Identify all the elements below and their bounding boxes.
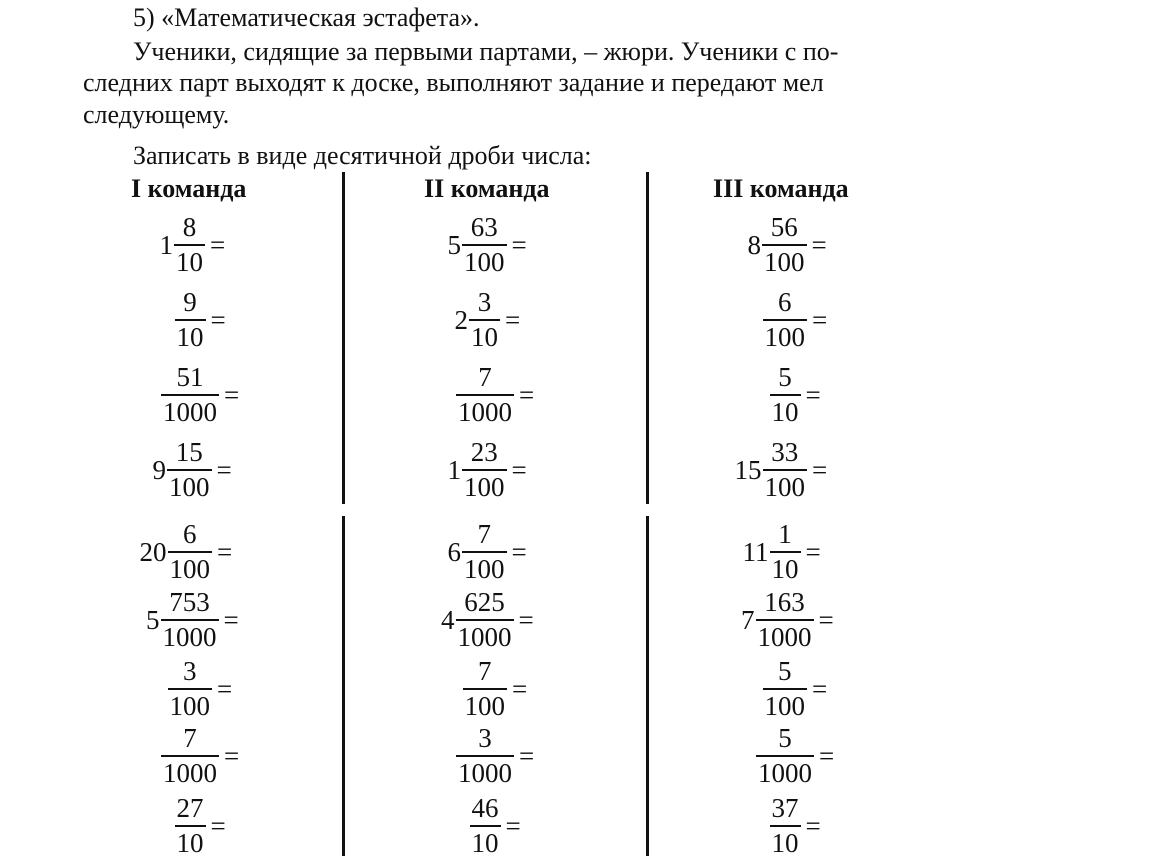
whole-part: 2 — [454, 304, 468, 335]
mixed-number-exercise — [755, 721, 834, 791]
equals-sign: = — [805, 536, 821, 567]
mixed-number-exercise — [174, 791, 226, 861]
mixed-number-exercise — [448, 435, 527, 505]
description-line-3: следующему. — [83, 100, 230, 129]
numerator: 625 — [464, 587, 505, 617]
denominator: 100 — [763, 469, 808, 503]
numerator: 27 — [176, 793, 204, 823]
instruction: Записать в виде десятичной дроби числа: — [133, 141, 592, 170]
equals-sign: = — [818, 604, 834, 635]
fraction — [762, 212, 807, 278]
denominator: 1000 — [456, 619, 514, 653]
fraction — [161, 723, 219, 789]
equals-sign: = — [819, 740, 835, 771]
fraction — [770, 362, 801, 428]
whole-part: 1 — [159, 229, 173, 260]
mixed-number-exercise — [160, 360, 239, 430]
fraction — [456, 362, 514, 428]
fraction — [161, 587, 219, 653]
equals-sign: = — [812, 304, 828, 335]
mixed-number-exercise — [469, 791, 521, 861]
fraction — [470, 793, 501, 859]
fraction — [763, 437, 808, 503]
fraction — [174, 212, 205, 278]
fraction — [168, 519, 213, 585]
fraction — [770, 793, 801, 859]
fraction — [763, 656, 808, 722]
numerator: 46 — [471, 793, 499, 823]
equals-sign: = — [812, 454, 828, 485]
numerator: 753 — [169, 587, 210, 617]
denominator: 1000 — [161, 619, 219, 653]
numerator: 56 — [770, 212, 798, 242]
mixed-number-exercise — [462, 654, 528, 724]
mixed-number-exercise — [174, 285, 226, 355]
equals-sign: = — [805, 810, 821, 841]
mixed-number-exercise — [448, 210, 527, 280]
fraction — [756, 587, 814, 653]
mixed-number-exercise — [448, 517, 527, 587]
mixed-number-exercise — [455, 721, 534, 791]
equals-sign: = — [519, 379, 535, 410]
denominator: 1000 — [161, 394, 219, 428]
equals-sign: = — [224, 740, 240, 771]
equals-sign: = — [217, 536, 233, 567]
whole-part: 7 — [741, 604, 755, 635]
whole-part: 1 — [447, 454, 461, 485]
mixed-number-exercise — [762, 285, 828, 355]
mixed-number-exercise — [762, 654, 828, 724]
fraction — [175, 287, 206, 353]
denominator: 100 — [762, 244, 807, 278]
equals-sign: = — [805, 379, 821, 410]
denominator: 10 — [174, 244, 205, 278]
numerator: 3 — [477, 287, 492, 317]
mixed-number-exercise — [167, 654, 233, 724]
team-3-heading: III команда — [713, 174, 849, 203]
equals-sign: = — [210, 229, 226, 260]
equals-sign: = — [511, 536, 527, 567]
description-line-1: Ученики, сидящие за первыми партами, – жюри. Ученики с по- — [133, 37, 839, 66]
denominator: 10 — [770, 825, 801, 859]
equals-sign: = — [811, 229, 827, 260]
equals-sign: = — [518, 604, 534, 635]
denominator: 1000 — [161, 755, 219, 789]
numerator: 5 — [778, 656, 792, 686]
whole-part: 5 — [146, 604, 160, 635]
whole-part: 9 — [152, 454, 166, 485]
equals-sign: = — [216, 454, 232, 485]
fraction — [469, 287, 500, 353]
whole-part: 11 — [742, 536, 769, 567]
numerator: 163 — [764, 587, 805, 617]
numerator: 63 — [470, 212, 498, 242]
fraction — [175, 793, 206, 859]
denominator: 100 — [462, 244, 507, 278]
numerator: 51 — [176, 362, 204, 392]
denominator: 10 — [770, 394, 801, 428]
denominator: 100 — [462, 551, 507, 585]
whole-part: 15 — [734, 454, 762, 485]
fraction — [462, 437, 507, 503]
fraction — [456, 587, 514, 653]
mixed-number-exercise — [735, 435, 828, 505]
team-2-heading: II команда — [424, 174, 550, 203]
fraction — [462, 519, 507, 585]
column-divider-right-top — [646, 172, 649, 504]
fraction — [756, 723, 814, 789]
whole-part: 20 — [139, 536, 167, 567]
numerator: 1 — [778, 519, 792, 549]
equals-sign: = — [505, 810, 521, 841]
denominator: 100 — [168, 688, 213, 722]
numerator: 15 — [175, 437, 203, 467]
mixed-number-exercise — [153, 435, 232, 505]
whole-part: 6 — [447, 536, 461, 567]
column-divider-left-bottom — [342, 516, 345, 856]
denominator: 100 — [763, 688, 808, 722]
denominator: 10 — [770, 551, 801, 585]
mixed-number-exercise — [769, 360, 821, 430]
denominator: 100 — [167, 469, 212, 503]
mixed-number-exercise — [748, 210, 827, 280]
numerator: 3 — [183, 656, 197, 686]
numerator: 8 — [182, 212, 197, 242]
numerator: 6 — [778, 287, 792, 317]
equals-sign: = — [223, 604, 239, 635]
mixed-number-exercise — [743, 517, 821, 587]
numerator: 33 — [771, 437, 799, 467]
denominator: 1000 — [456, 755, 514, 789]
denominator: 10 — [175, 319, 206, 353]
fraction — [168, 656, 213, 722]
numerator: 37 — [771, 793, 799, 823]
whole-part: 5 — [447, 229, 461, 260]
numerator: 7 — [478, 656, 492, 686]
denominator: 1000 — [756, 755, 814, 789]
numerator: 5 — [778, 723, 792, 753]
denominator: 100 — [462, 469, 507, 503]
mixed-number-exercise — [441, 585, 534, 655]
numerator: 7 — [478, 362, 492, 392]
team-1-heading: I команда — [131, 174, 247, 203]
equals-sign: = — [511, 454, 527, 485]
equals-sign: = — [224, 379, 240, 410]
denominator: 100 — [763, 319, 808, 353]
fraction — [463, 656, 508, 722]
denominator: 100 — [168, 551, 213, 585]
equals-sign: = — [217, 673, 233, 704]
numerator: 6 — [183, 519, 197, 549]
column-divider-right-bottom — [646, 516, 649, 856]
numerator: 3 — [478, 723, 492, 753]
mixed-number-exercise — [741, 585, 834, 655]
equals-sign: = — [511, 229, 527, 260]
description-line-2: следних парт выходят к доске, выполняют задание и передают мел — [83, 68, 824, 97]
fraction — [456, 723, 514, 789]
whole-part: 4 — [441, 604, 455, 635]
denominator: 10 — [470, 825, 501, 859]
equals-sign: = — [505, 304, 521, 335]
denominator: 100 — [463, 688, 508, 722]
equals-sign: = — [210, 810, 226, 841]
mixed-number-exercise — [146, 585, 239, 655]
column-divider-left-top — [342, 172, 345, 504]
mixed-number-exercise — [140, 517, 233, 587]
numerator: 23 — [470, 437, 498, 467]
numerator: 5 — [778, 362, 792, 392]
mixed-number-exercise — [455, 285, 521, 355]
equals-sign: = — [812, 673, 828, 704]
mixed-number-exercise — [160, 210, 226, 280]
equals-sign: = — [210, 304, 226, 335]
fraction — [462, 212, 507, 278]
mixed-number-exercise — [455, 360, 534, 430]
denominator: 1000 — [456, 394, 514, 428]
mixed-number-exercise — [160, 721, 239, 791]
denominator: 10 — [469, 319, 500, 353]
equals-sign: = — [512, 673, 528, 704]
denominator: 1000 — [756, 619, 814, 653]
fraction — [161, 362, 219, 428]
denominator: 10 — [175, 825, 206, 859]
fraction — [167, 437, 212, 503]
numerator: 7 — [477, 519, 491, 549]
equals-sign: = — [519, 740, 535, 771]
numerator: 7 — [183, 723, 197, 753]
whole-part: 8 — [747, 229, 761, 260]
mixed-number-exercise — [769, 791, 821, 861]
fraction — [763, 287, 808, 353]
task-number: 5) «Математическая эстафета». — [133, 3, 480, 32]
numerator: 9 — [183, 287, 197, 317]
fraction — [770, 519, 801, 585]
